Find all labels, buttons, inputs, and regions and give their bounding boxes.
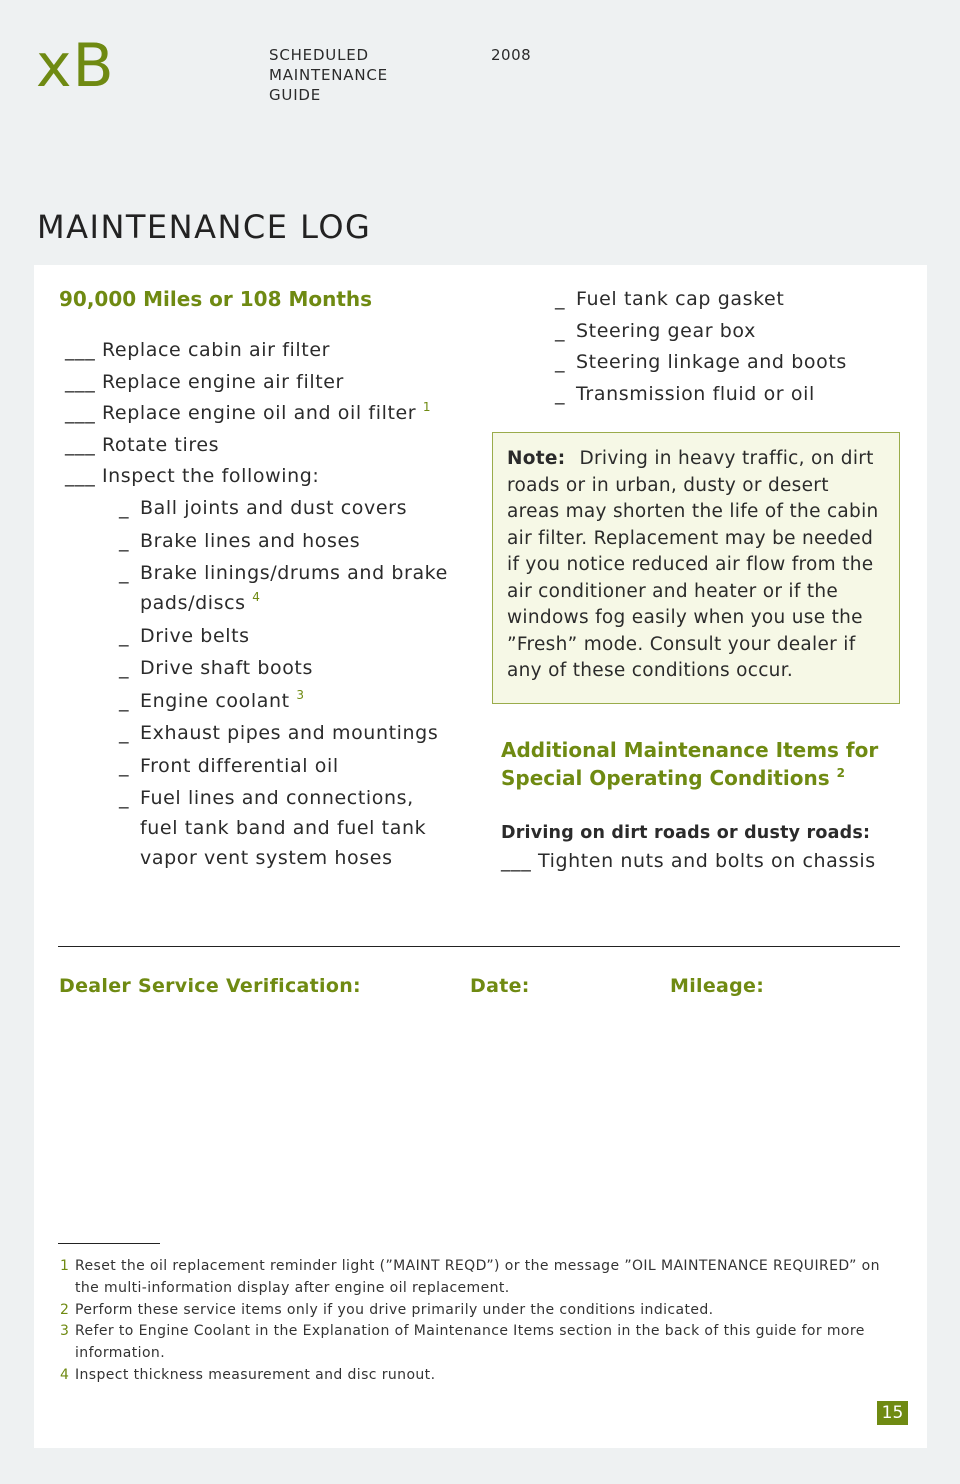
guide-title-line: MAINTENANCE (269, 66, 388, 84)
note-box (492, 432, 900, 704)
footnote-number: 4 (60, 1366, 70, 1383)
footnote-number: 3 (60, 1323, 70, 1340)
footnote-divider (58, 1243, 160, 1244)
inspect-item (119, 493, 454, 523)
inspect-dash: _ (119, 529, 130, 552)
task-item (65, 398, 455, 430)
footnote-ref: 3 (296, 687, 305, 702)
footnote (58, 1365, 898, 1387)
inspect-text: Brake lines and hoses (140, 529, 361, 552)
condition-heading: Driving on dirt roads or dusty roads: (501, 823, 871, 843)
dealer-verification-label: Dealer Service Verification: (59, 975, 361, 997)
inspect-dash: _ (555, 351, 566, 373)
page-number: 15 (877, 1401, 908, 1425)
guide-title-line: SCHEDULED (269, 46, 369, 64)
footnote-ref: 4 (252, 590, 261, 604)
task-blank: ___ (65, 370, 96, 393)
footnote-number: 1 (60, 1258, 70, 1274)
guide-title-line: GUIDE (269, 86, 322, 104)
inspect-text: Ball joints and dust covers (140, 497, 408, 519)
task-blank: ___ (501, 850, 532, 872)
inspect-list (119, 493, 454, 873)
task-item (65, 335, 455, 367)
inspect-text: Fuel tank cap gasket (576, 288, 785, 310)
note-label: Note: (507, 448, 566, 469)
task-item (65, 430, 455, 462)
inspect-text: Drive shaft boots (140, 657, 313, 679)
special-heading-text: Additional Maintenance Items for Special Operating Conditions (501, 738, 879, 790)
task-text: Tighten nuts and bolts on chassis (537, 850, 876, 872)
note-text: Driving in heavy traffic, on dirt roads or in urban, dusty or desert areas may shorten the life of the cabin air filter. Replacement may be needed if you notice reduced air flow from the air conditioner and heater or if the windows fog easily when you use the ”Fresh” mode. Consult your dealer if any of these conditions occur. (507, 448, 879, 681)
task-blank: ___ (65, 465, 96, 487)
task-text: Replace engine oil and oil filter (101, 402, 417, 424)
footnote (58, 1300, 898, 1322)
task-blank: ___ (65, 433, 96, 456)
inspect-dash: _ (119, 497, 130, 519)
task-list (65, 335, 455, 493)
footnote (58, 1321, 898, 1365)
date-label: Date: (470, 975, 530, 997)
footnote-number: 2 (60, 1301, 70, 1318)
inspect-item (119, 526, 454, 556)
inspect-dash: _ (119, 562, 130, 584)
inspect-item (555, 379, 895, 411)
inspect-item (119, 718, 454, 748)
inspect-item (119, 686, 454, 716)
task-blank: ___ (65, 402, 96, 424)
footnote-text: Inspect thickness measurement and disc runout. (75, 1366, 436, 1383)
inspect-dash: _ (555, 288, 566, 310)
inspect-item (555, 347, 895, 379)
inspect-item (119, 783, 454, 873)
footnote (58, 1256, 898, 1300)
footnotes (58, 1256, 898, 1387)
special-task (501, 846, 876, 878)
inspect-dash: _ (119, 624, 130, 647)
inspect-item (555, 284, 895, 316)
task-text: Replace engine air filter (101, 370, 344, 393)
inspect-text: Steering linkage and boots (576, 351, 847, 373)
task-text: Rotate tires (101, 433, 220, 456)
inspect-text: Exhaust pipes and mountings (140, 722, 439, 744)
task-blank: ___ (65, 339, 96, 361)
task-item (65, 461, 455, 493)
footnote-ref: 1 (422, 400, 432, 414)
inspect-text: Transmission fluid or oil (576, 382, 815, 405)
model-year: 2008 (491, 46, 532, 64)
mileage-label: Mileage: (670, 975, 765, 997)
inspect-item (119, 751, 454, 781)
inspect-text: Fuel lines and connections, fuel tank band and fuel tank vapor vent system hoses (140, 787, 427, 869)
inspect-text: Front differential oil (140, 754, 339, 777)
inspect-dash: _ (555, 319, 566, 342)
inspect-dash: _ (555, 382, 566, 405)
interval-heading: 90,000 Miles or 108 Months (59, 287, 373, 311)
brand-logo: xB (36, 31, 115, 101)
page-title: MAINTENANCE LOG (37, 208, 372, 246)
inspect-list-continued (555, 284, 895, 410)
inspect-text: Drive belts (140, 624, 250, 647)
inspect-text: Brake linings/drums and brake pads/discs (140, 562, 448, 614)
inspect-dash: _ (119, 689, 130, 712)
inspect-dash: _ (119, 657, 130, 679)
special-conditions-heading (501, 736, 881, 792)
guide-title (269, 45, 388, 105)
inspect-dash: _ (119, 722, 130, 744)
inspect-text: Steering gear box (576, 319, 756, 342)
footnote-ref: 2 (836, 766, 845, 780)
footnote-text: Refer to Engine Coolant in the Explanation of Maintenance Items section in the back of this guide for more information. (75, 1323, 865, 1362)
verification-divider (58, 946, 900, 947)
footnote-text: Perform these service items only if you drive primarily under the conditions indicated. (75, 1301, 714, 1318)
task-text: Inspect the following: (101, 465, 320, 487)
footnote-text: Reset the oil replacement reminder light (”MAINT REQD”) or the message ”OIL MAINTENANCE REQUIRED” on the multi-information display after engine oil replacement. (75, 1258, 880, 1296)
inspect-dash: _ (119, 754, 130, 777)
inspect-item (119, 558, 454, 618)
task-item (65, 367, 455, 399)
inspect-text: Engine coolant (140, 689, 290, 712)
task-text: Replace cabin air filter (101, 339, 331, 361)
inspect-item (555, 316, 895, 348)
inspect-item (119, 621, 454, 651)
inspect-dash: _ (119, 787, 130, 809)
inspect-item (119, 653, 454, 683)
